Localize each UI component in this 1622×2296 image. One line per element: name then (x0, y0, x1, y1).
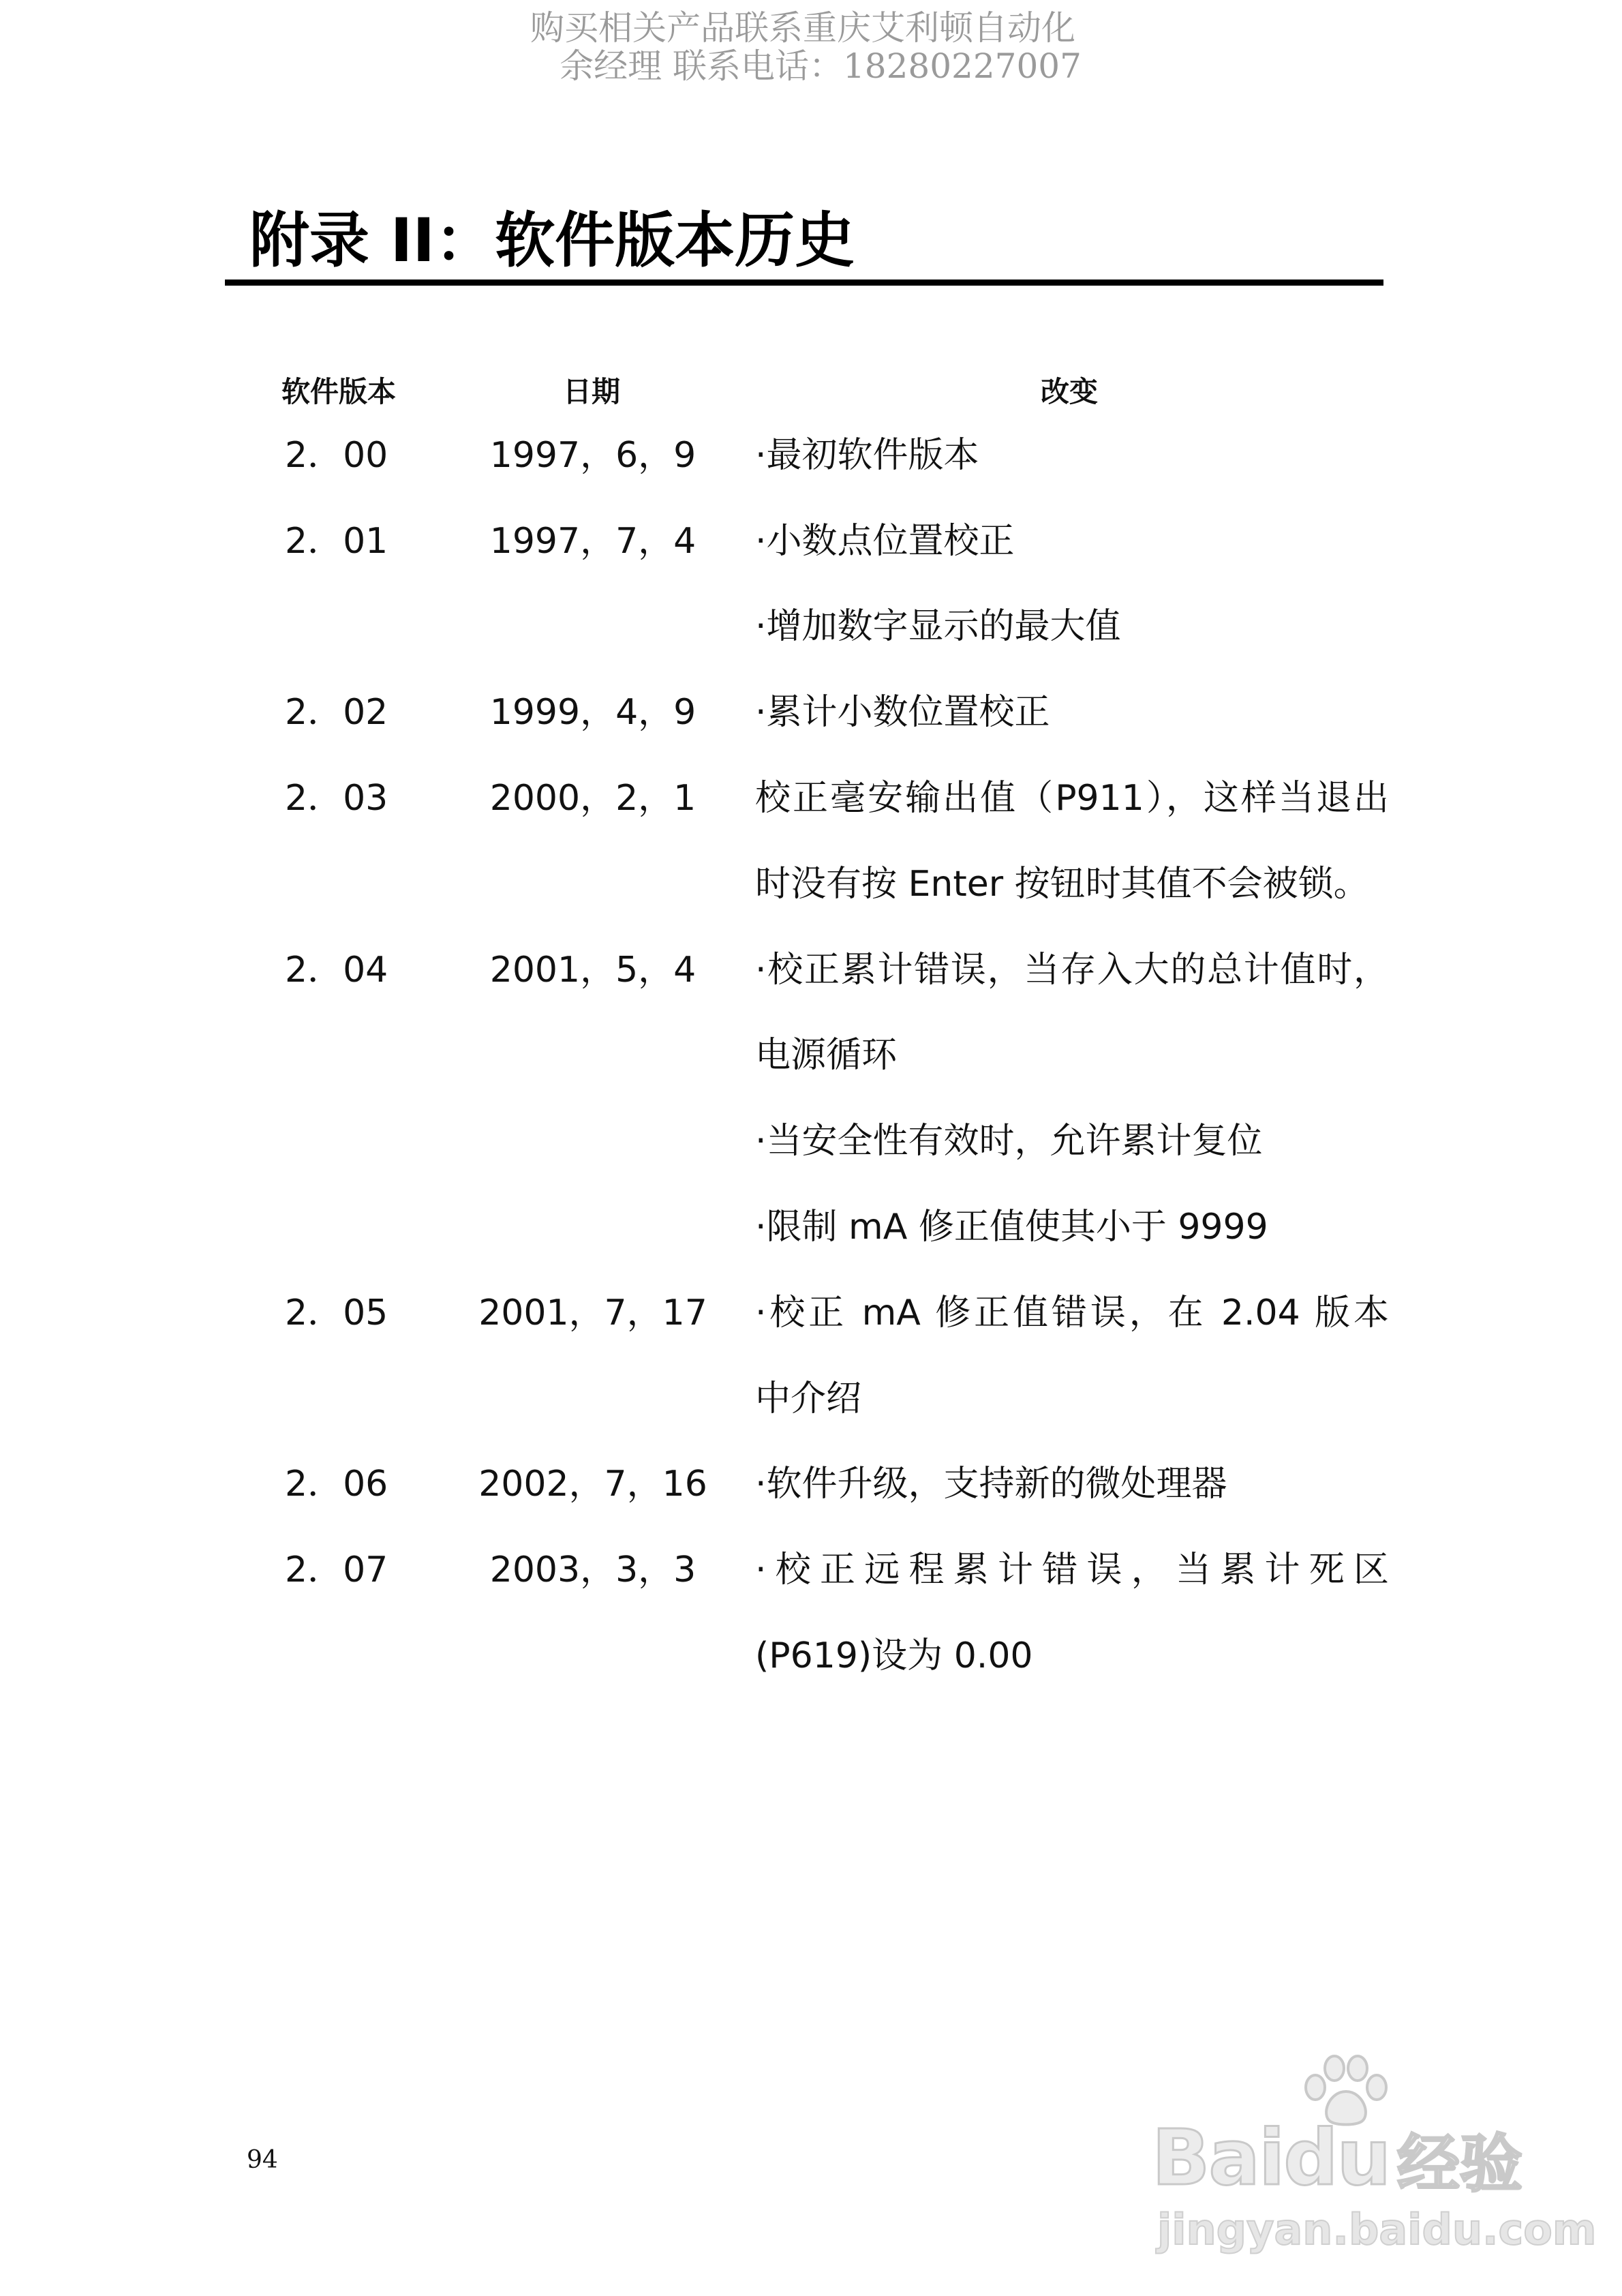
row-version: 2．03 (285, 778, 388, 819)
column-header-date: 日期 (563, 375, 621, 408)
row-date: 2001，7，17 (478, 1293, 707, 1333)
row-date: 1997，6，9 (489, 435, 697, 476)
row-change-line: ·软件升级，支持新的微处理器 (755, 1464, 1227, 1505)
header-line-1: 购买相关产品联系重庆艾利顿自动化 (530, 8, 1075, 48)
page-title: 附录 II：软件版本历史 (249, 205, 855, 275)
row-date: 1999，4，9 (489, 692, 697, 733)
row-change-line: ·累计小数位置校正 (755, 692, 1050, 733)
header-line-2: 余经理 联系电话：18280227007 (560, 46, 1082, 86)
row-change-line: ·校正 mA 修正值错误，在 2.04 版本 (755, 1293, 1389, 1333)
row-change-line: 中介绍 (755, 1378, 862, 1419)
column-header-change: 改变 (1041, 375, 1099, 408)
title-underline (225, 280, 1383, 286)
row-date: 2001，5，4 (489, 950, 697, 991)
row-change-line: 时没有按 Enter 按钮时其值不会被锁。 (755, 864, 1369, 905)
row-change-line: ·限制 mA 修正值使其小于 9999 (755, 1207, 1268, 1248)
row-version: 2．04 (285, 950, 388, 991)
row-version: 2．06 (285, 1464, 388, 1505)
column-header-version: 软件版本 (281, 375, 397, 408)
watermark-cn: 经验 (1397, 2128, 1523, 2201)
row-version: 2．01 (285, 521, 388, 562)
row-date: 1997，7，4 (489, 521, 697, 562)
row-change-line: 校正毫安输出值（P911），这样当退出 (755, 778, 1389, 819)
row-change-line: ·校正远程累计错误，当累计死区 (755, 1550, 1389, 1590)
watermark-url: jingyan.baidu.com (1157, 2205, 1597, 2254)
watermark-brand: Baidu (1152, 2114, 1390, 2203)
row-change-line: ·当安全性有效时，允许累计复位 (755, 1121, 1263, 1162)
row-change-line: ·校正累计错误，当存入大的总计值时， (755, 950, 1389, 991)
row-date: 2002，7，16 (478, 1464, 707, 1505)
row-version: 2．07 (285, 1550, 388, 1590)
page-number: 94 (247, 2146, 278, 2174)
row-change-line: (P619)设为 0.00 (755, 1635, 1033, 1676)
row-change-line: ·增加数字显示的最大值 (755, 606, 1121, 647)
row-version: 2．00 (285, 435, 388, 476)
row-date: 2003，3，3 (489, 1550, 697, 1590)
row-change-line: ·小数点位置校正 (755, 521, 1015, 562)
row-version: 2．05 (285, 1293, 388, 1333)
row-date: 2000，2，1 (489, 778, 697, 819)
baidu-watermark (1152, 2052, 1597, 2256)
row-version: 2．02 (285, 692, 388, 733)
row-change-line: 电源循环 (755, 1035, 898, 1076)
row-change-line: ·最初软件版本 (755, 435, 979, 476)
